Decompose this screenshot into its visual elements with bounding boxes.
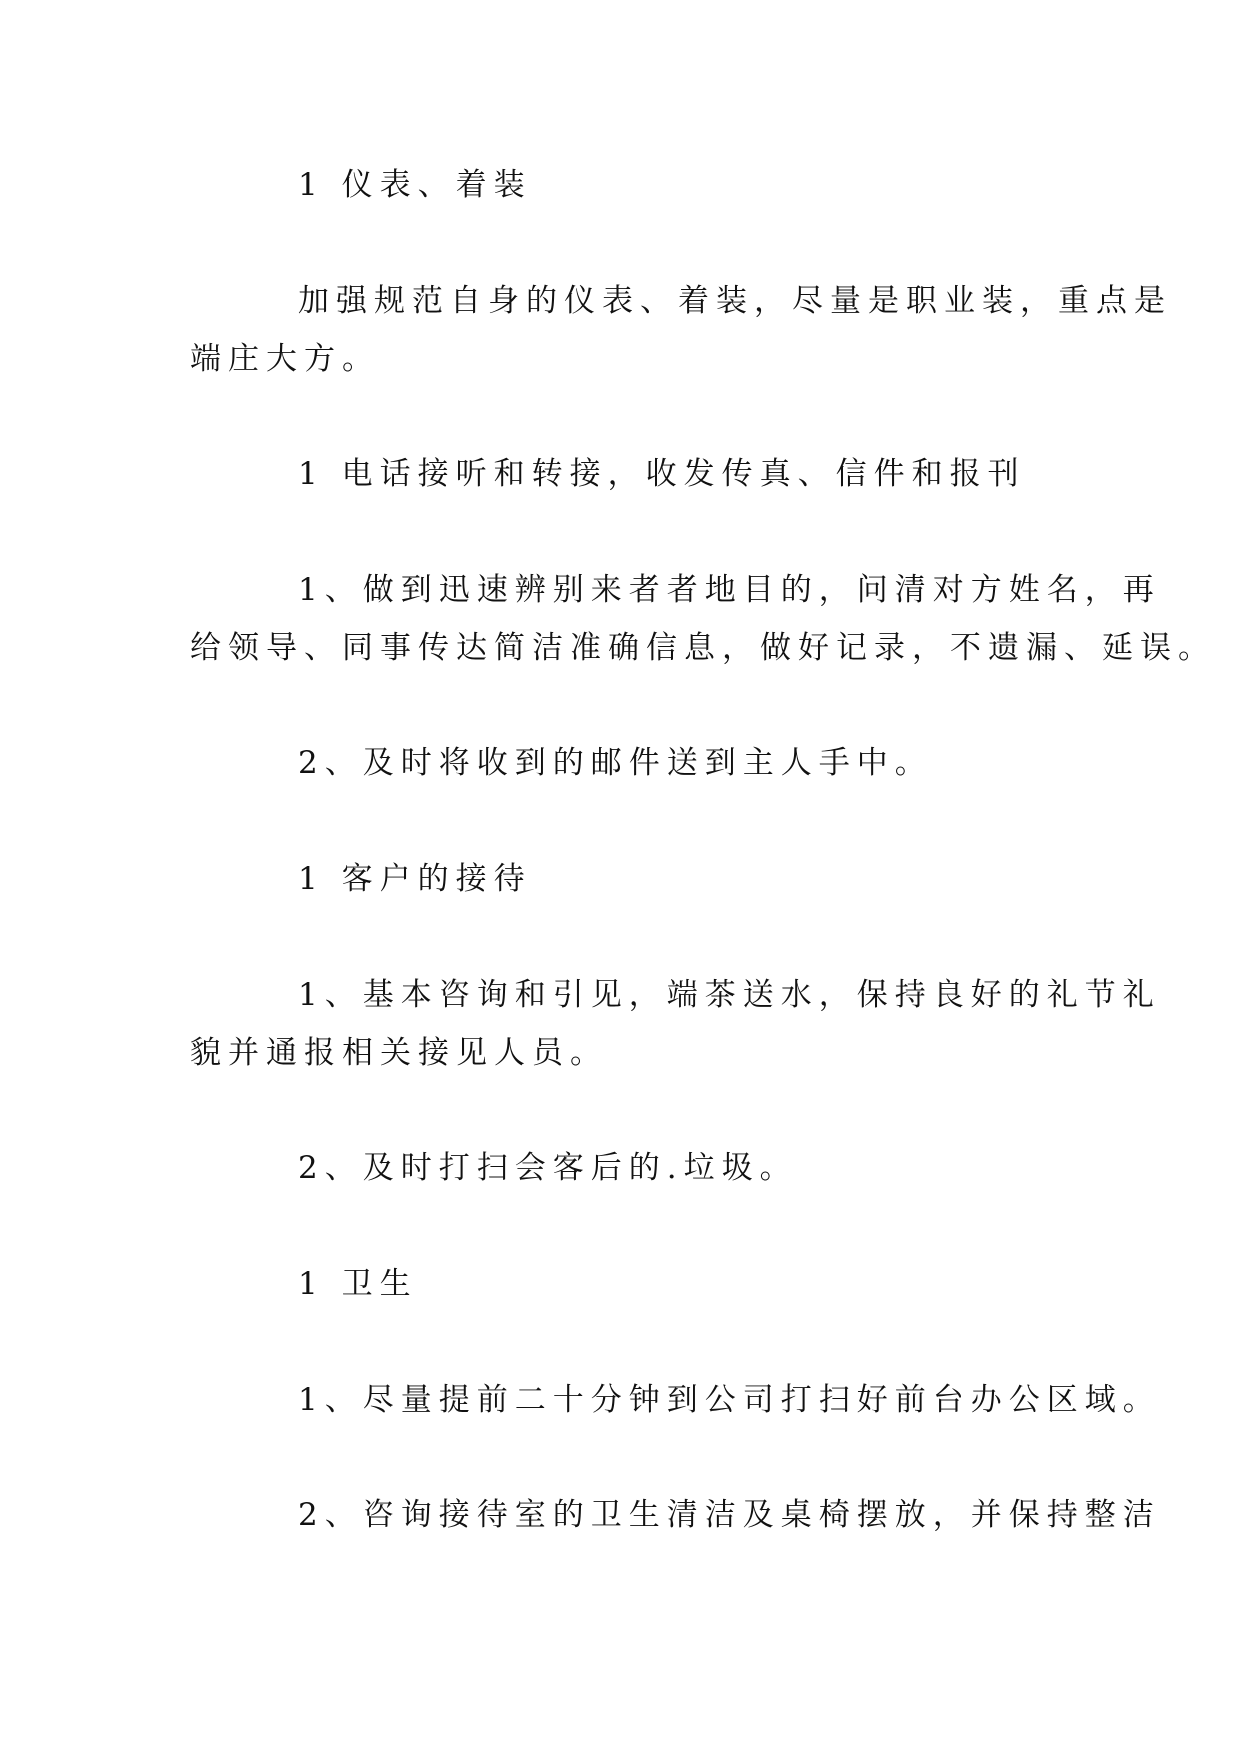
section-heading-hygiene: 1 卫生 — [298, 1266, 418, 1302]
paragraph-line: 端庄大方。 — [190, 341, 380, 377]
paragraph-line: 加强规范自身的仪表、着装，尽量是职业装，重点是 — [298, 283, 1172, 319]
paragraph-line: 1、做到迅速辨别来者者地目的，问清对方姓名，再 — [298, 572, 1161, 608]
paragraph-line: 1、基本咨询和引见，端茶送水，保持良好的礼节礼 — [298, 977, 1161, 1013]
section-heading-appearance: 1 仪表、着装 — [298, 167, 532, 203]
paragraph-line: 给领导、同事传达简洁准确信息，做好记录，不遗漏、延误。 — [190, 630, 1216, 666]
paragraph-line: 2、及时将收到的邮件送到主人手中。 — [298, 745, 933, 781]
paragraph-line: 貌并通报相关接见人员。 — [190, 1035, 608, 1071]
section-heading-phone: 1 电话接听和转接，收发传真、信件和报刊 — [298, 456, 1026, 492]
paragraph-line: 2、及时打扫会客后的.垃圾。 — [298, 1150, 798, 1186]
paragraph-line: 1、尽量提前二十分钟到公司打扫好前台办公区域。 — [298, 1382, 1161, 1418]
paragraph-line: 2、咨询接待室的卫生清洁及桌椅摆放，并保持整洁 — [298, 1497, 1161, 1533]
section-heading-reception: 1 客户的接待 — [298, 861, 532, 897]
